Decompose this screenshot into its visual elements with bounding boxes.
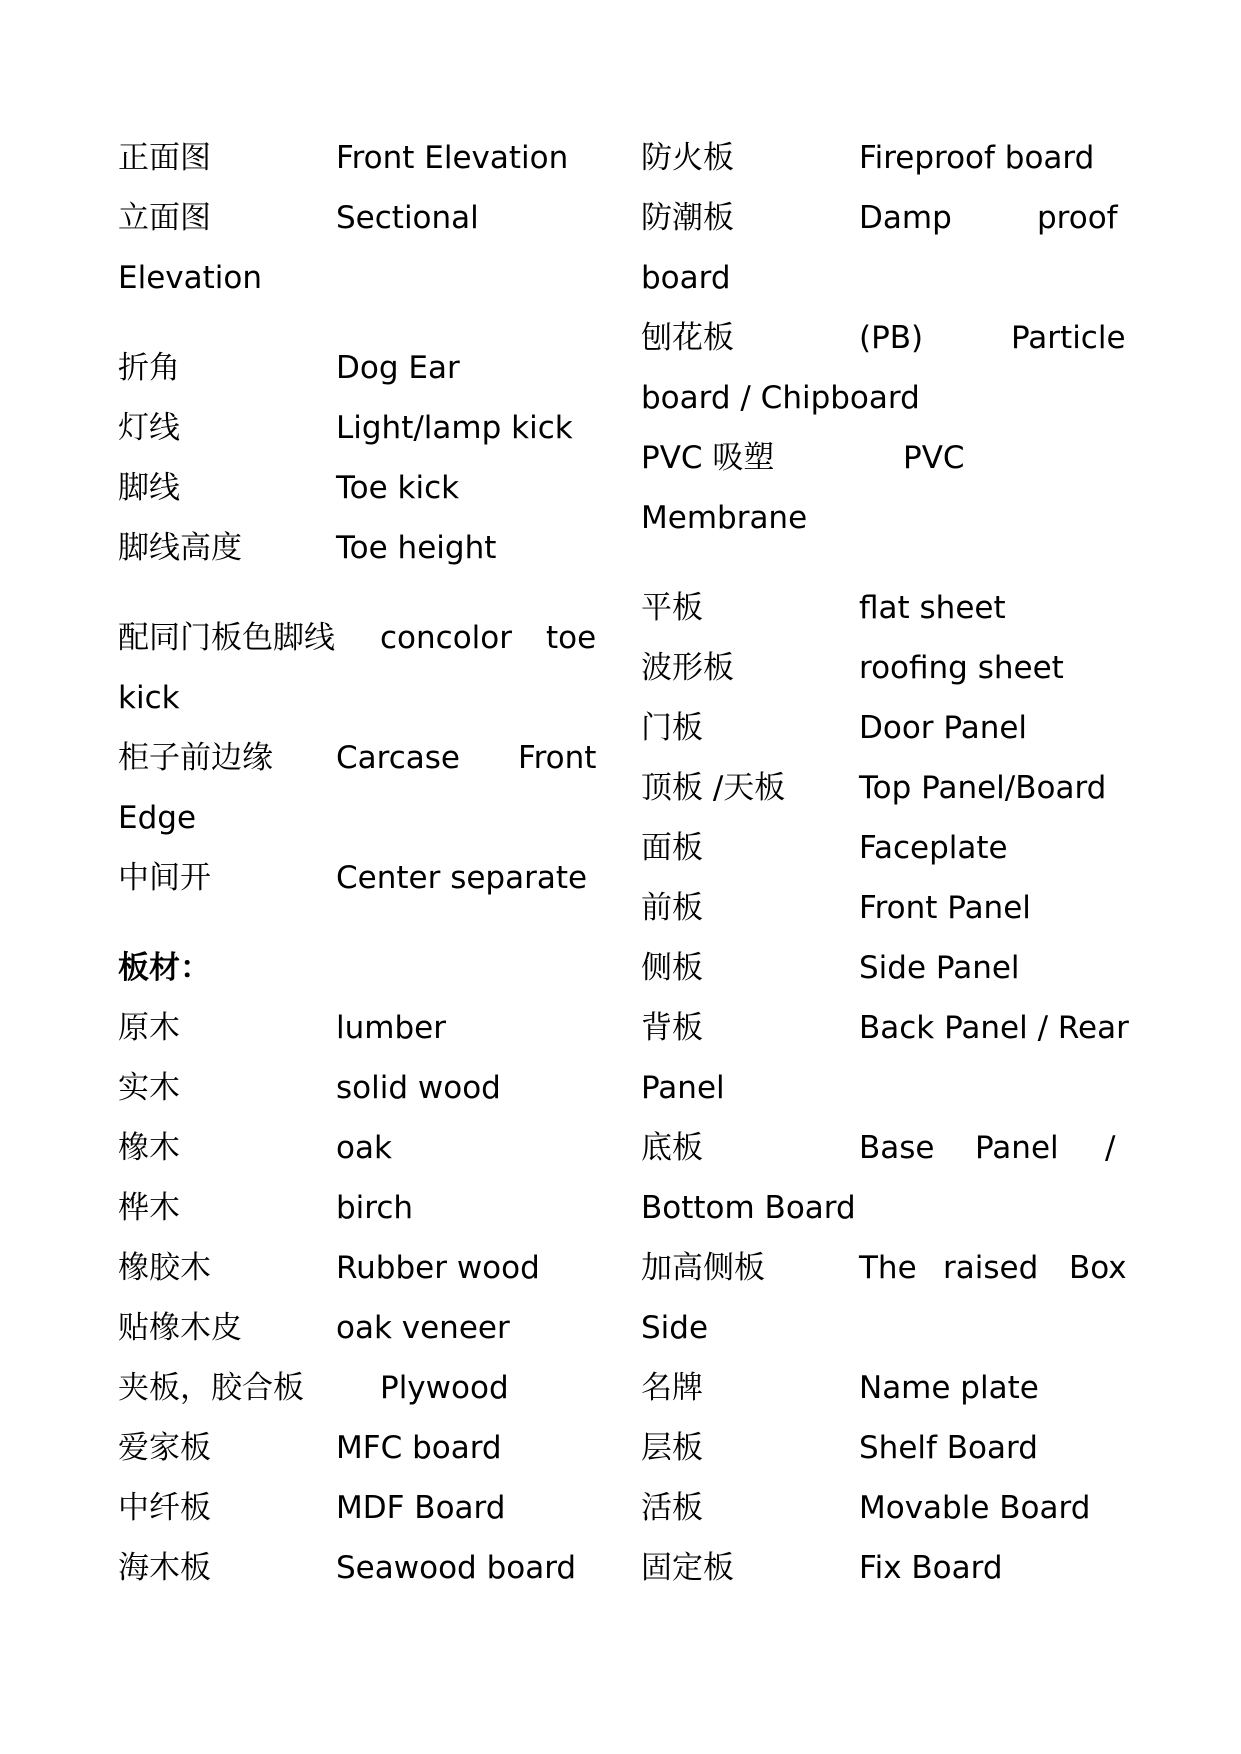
chinese-term: 灯线 <box>118 410 180 446</box>
glossary-row-continuation <box>118 788 600 848</box>
glossary-row <box>118 848 600 908</box>
chinese-term: 爱家板 <box>118 1430 211 1466</box>
chinese-term: 夹板，胶合板 <box>118 1370 304 1406</box>
glossary-row <box>118 518 600 578</box>
glossary-row <box>641 878 1123 938</box>
chinese-term: 防火板 <box>641 140 734 176</box>
glossary-row <box>641 308 1126 368</box>
glossary-row <box>118 1418 600 1478</box>
english-term: oak veneer <box>336 1310 510 1346</box>
glossary-row <box>641 428 1123 488</box>
english-term: Center separate <box>336 860 588 896</box>
glossary-row <box>641 998 1129 1058</box>
chinese-term: 底板 <box>641 1130 703 1166</box>
section-heading: 板材： <box>118 950 211 986</box>
chinese-term: 防潮板 <box>641 200 734 236</box>
english-term: / <box>1105 1130 1116 1166</box>
glossary-row-continuation <box>641 488 1123 548</box>
chinese-term: 面板 <box>641 830 703 866</box>
english-term: Rubber wood <box>336 1250 540 1286</box>
glossary-row-continuation <box>118 248 600 308</box>
chinese-term: 侧板 <box>641 950 703 986</box>
english-term: Front Panel <box>859 890 1031 926</box>
english-term: Name plate <box>859 1370 1039 1406</box>
english-term: Fireproof board <box>859 140 1095 176</box>
chinese-term: 立面图 <box>118 200 211 236</box>
english-term: birch <box>336 1190 414 1226</box>
english-term-continuation: board / Chipboard <box>641 380 920 416</box>
english-term-continuation: Side <box>641 1310 709 1346</box>
chinese-term: 实木 <box>118 1070 180 1106</box>
english-term: Seawood board <box>336 1550 577 1586</box>
chinese-term: 固定板 <box>641 1550 734 1586</box>
chinese-term: 名牌 <box>641 1370 703 1406</box>
english-term: Plywood <box>380 1370 509 1406</box>
english-term: Movable Board <box>859 1490 1091 1526</box>
glossary-row-continuation <box>641 1298 1123 1358</box>
glossary-row <box>641 818 1123 878</box>
glossary-row <box>118 1358 600 1418</box>
english-term: Sectional <box>336 200 479 236</box>
glossary-row <box>641 698 1123 758</box>
section-heading-row <box>118 938 600 998</box>
chinese-term: 平板 <box>641 590 703 626</box>
english-term-continuation: kick <box>118 680 180 716</box>
chinese-term: 门板 <box>641 710 703 746</box>
glossary-row <box>118 1538 600 1598</box>
chinese-term: 层板 <box>641 1430 703 1466</box>
english-term: Panel <box>975 1130 1059 1166</box>
english-term-continuation: Panel <box>641 1070 725 1106</box>
english-term: Top Panel/Board <box>859 770 1107 806</box>
glossary-row <box>641 1238 1127 1298</box>
english-term: Door Panel <box>859 710 1028 746</box>
english-term: (PB) <box>859 320 924 356</box>
chinese-term: 脚线 <box>118 470 180 506</box>
english-term-continuation: board <box>641 260 731 296</box>
glossary-row <box>641 578 1123 638</box>
chinese-term: 海木板 <box>118 1550 211 1586</box>
english-term: Side Panel <box>859 950 1020 986</box>
english-term-continuation: Elevation <box>118 260 262 296</box>
glossary-row <box>641 1478 1123 1538</box>
chinese-term: 正面图 <box>118 140 211 176</box>
english-term: Toe height <box>336 530 497 566</box>
english-term: flat sheet <box>859 590 1006 626</box>
english-term: Faceplate <box>859 830 1008 866</box>
english-term: PVC <box>903 440 965 476</box>
glossary-row-continuation <box>641 1058 1123 1118</box>
english-term: toe <box>546 620 597 656</box>
chinese-term: 桦木 <box>118 1190 180 1226</box>
glossary-row-continuation <box>118 668 600 728</box>
english-term-continuation: Membrane <box>641 500 808 536</box>
chinese-term: 刨花板 <box>641 320 734 356</box>
glossary-row <box>641 1118 1123 1178</box>
glossary-row <box>641 758 1123 818</box>
english-term: Carcase <box>336 740 460 776</box>
glossary-row <box>641 1358 1123 1418</box>
english-term: Front Elevation <box>336 140 569 176</box>
english-term: lumber <box>336 1010 446 1046</box>
glossary-row <box>118 188 600 248</box>
chinese-term: 加高侧板 <box>641 1250 765 1286</box>
english-term: MFC board <box>336 1430 502 1466</box>
english-term-continuation: Edge <box>118 800 197 836</box>
glossary-row <box>118 1298 600 1358</box>
english-term: Damp <box>859 200 952 236</box>
chinese-term: 中纤板 <box>118 1490 211 1526</box>
chinese-term: 橡木 <box>118 1130 180 1166</box>
chinese-term: 波形板 <box>641 650 734 686</box>
chinese-term: 顶板 /天板 <box>641 770 786 806</box>
english-term: proof <box>1037 200 1118 236</box>
english-term: MDF Board <box>336 1490 506 1526</box>
glossary-row <box>118 128 600 188</box>
english-term: Light/lamp kick <box>336 410 573 446</box>
english-term: The <box>859 1250 917 1286</box>
chinese-term: 配同门板色脚线 <box>118 620 335 656</box>
right-glossary-column <box>641 128 1129 1598</box>
english-term: Box <box>1069 1250 1127 1286</box>
glossary-row <box>118 608 600 668</box>
glossary-row <box>118 458 600 518</box>
english-term: Toe kick <box>336 470 460 506</box>
english-term: roofing sheet <box>859 650 1064 686</box>
glossary-row <box>641 128 1123 188</box>
chinese-term: 原木 <box>118 1010 180 1046</box>
english-term: oak <box>336 1130 392 1166</box>
glossary-row <box>641 938 1123 998</box>
english-term: Particle <box>1011 320 1126 356</box>
chinese-term: 背板 <box>641 1010 703 1046</box>
chinese-term: 贴橡木皮 <box>118 1310 242 1346</box>
english-term: Front <box>518 740 597 776</box>
glossary-row <box>118 1478 600 1538</box>
english-term: Shelf Board <box>859 1430 1038 1466</box>
english-term: Dog Ear <box>336 350 460 386</box>
glossary-row <box>118 1118 600 1178</box>
glossary-row <box>118 1058 600 1118</box>
left-glossary-column <box>118 128 600 1598</box>
chinese-term: 脚线高度 <box>118 530 242 566</box>
glossary-row <box>641 638 1123 698</box>
english-term: raised <box>943 1250 1039 1286</box>
chinese-term: 折角 <box>118 350 180 386</box>
english-term: solid wood <box>336 1070 501 1106</box>
chinese-term: 活板 <box>641 1490 703 1526</box>
glossary-row <box>118 1238 600 1298</box>
glossary-row <box>118 1178 600 1238</box>
glossary-row <box>118 998 600 1058</box>
chinese-term: 中间开 <box>118 860 211 896</box>
glossary-row <box>118 728 600 788</box>
chinese-term: 橡胶木 <box>118 1250 211 1286</box>
glossary-row <box>118 398 600 458</box>
english-term: concolor <box>380 620 512 656</box>
glossary-row <box>641 1418 1123 1478</box>
chinese-term: PVC 吸塑 <box>641 440 775 476</box>
chinese-term: 前板 <box>641 890 703 926</box>
glossary-row <box>641 188 1123 248</box>
glossary-row <box>641 1538 1123 1598</box>
english-term: Back Panel / Rear <box>859 1010 1129 1046</box>
chinese-term: 柜子前边缘 <box>118 740 273 776</box>
english-term: Base <box>859 1130 935 1166</box>
glossary-row-continuation <box>641 1178 1123 1238</box>
english-term-continuation: Bottom Board <box>641 1190 856 1226</box>
glossary-row <box>118 338 600 398</box>
glossary-row-continuation <box>641 368 1123 428</box>
glossary-row-continuation <box>641 248 1123 308</box>
english-term: Fix Board <box>859 1550 1003 1586</box>
